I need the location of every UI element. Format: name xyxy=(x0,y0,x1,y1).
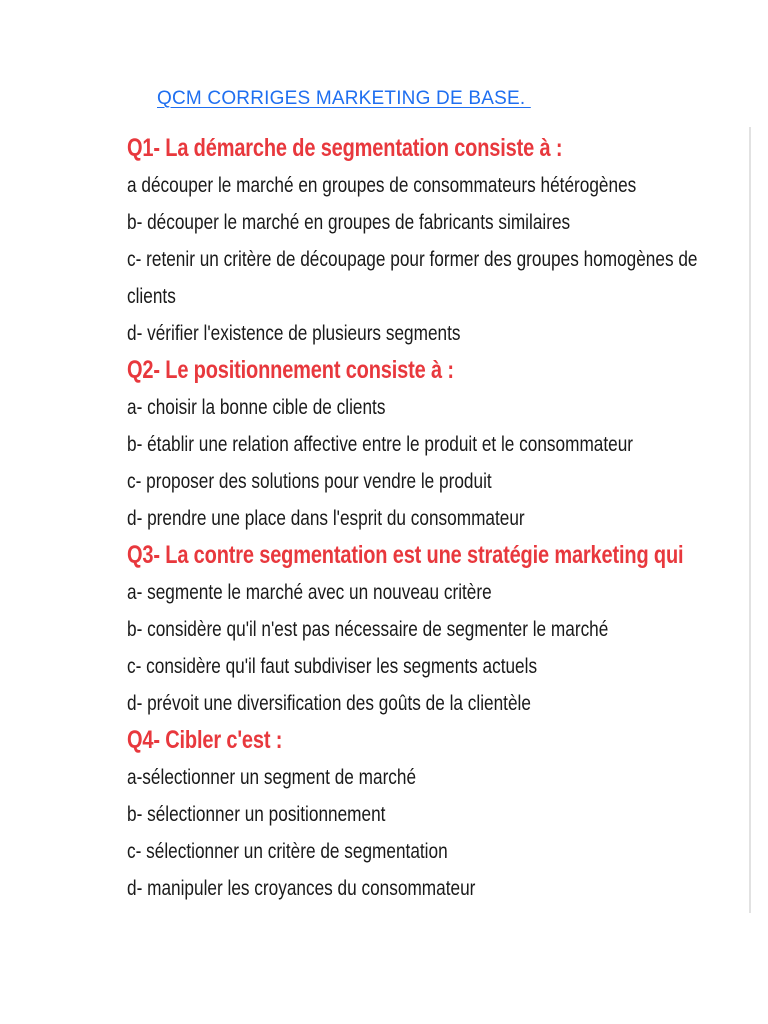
question-title: Q4- Cibler c'est : xyxy=(127,726,283,754)
qcm-list xyxy=(127,130,743,907)
question-title: Q3- La contre segmentation est une stratégie marketing qui xyxy=(127,541,684,569)
answer-option-b: b- établir une relation affective entre le produit et le consommateur xyxy=(127,433,634,456)
question-3 xyxy=(127,537,743,722)
answer-options xyxy=(127,167,743,352)
document-title: QCM CORRIGES MARKETING DE BASE. xyxy=(157,88,531,109)
answer-option-b: b- sélectionner un positionnement xyxy=(127,803,386,826)
question-4 xyxy=(127,722,743,907)
answer-option-c: c- proposer des solutions pour vendre le produit xyxy=(127,470,492,493)
answer-option-d: d- manipuler les croyances du consommateur xyxy=(127,877,476,900)
answer-option-c: c- sélectionner un critère de segmentation xyxy=(127,840,448,863)
answer-options xyxy=(127,389,743,537)
answer-option-d: d- prendre une place dans l'esprit du consommateur xyxy=(127,507,525,530)
answer-option-a: a- segmente le marché avec un nouveau critère xyxy=(127,581,492,604)
question-1 xyxy=(127,130,743,352)
answer-options xyxy=(127,574,743,722)
answer-option-a: a- choisir la bonne cible de clients xyxy=(127,396,386,419)
answer-option-a: a-sélectionner un segment de marché xyxy=(127,766,417,789)
question-title: Q1- La démarche de segmentation consiste à : xyxy=(127,134,563,162)
answer-option-b: b- découper le marché en groupes de fabricants similaires xyxy=(127,211,571,234)
question-2 xyxy=(127,352,743,537)
answer-options xyxy=(127,759,743,907)
answer-option-d: d- prévoit une diversification des goûts de la clientèle xyxy=(127,692,531,715)
answer-option-d: d- vérifier l'existence de plusieurs segments xyxy=(127,322,461,345)
answer-option-b: b- considère qu'il n'est pas nécessaire de segmenter le marché xyxy=(127,618,609,641)
question-title: Q2- Le positionnement consiste à : xyxy=(127,356,454,384)
scan-edge-line xyxy=(749,127,751,913)
answer-option-c: c- retenir un critère de découpage pour former des groupes homogènes de clients xyxy=(127,248,698,308)
answer-option-a: a découper le marché en groupes de consommateurs hétérogènes xyxy=(127,174,637,197)
answer-option-c: c- considère qu'il faut subdiviser les segments actuels xyxy=(127,655,538,678)
